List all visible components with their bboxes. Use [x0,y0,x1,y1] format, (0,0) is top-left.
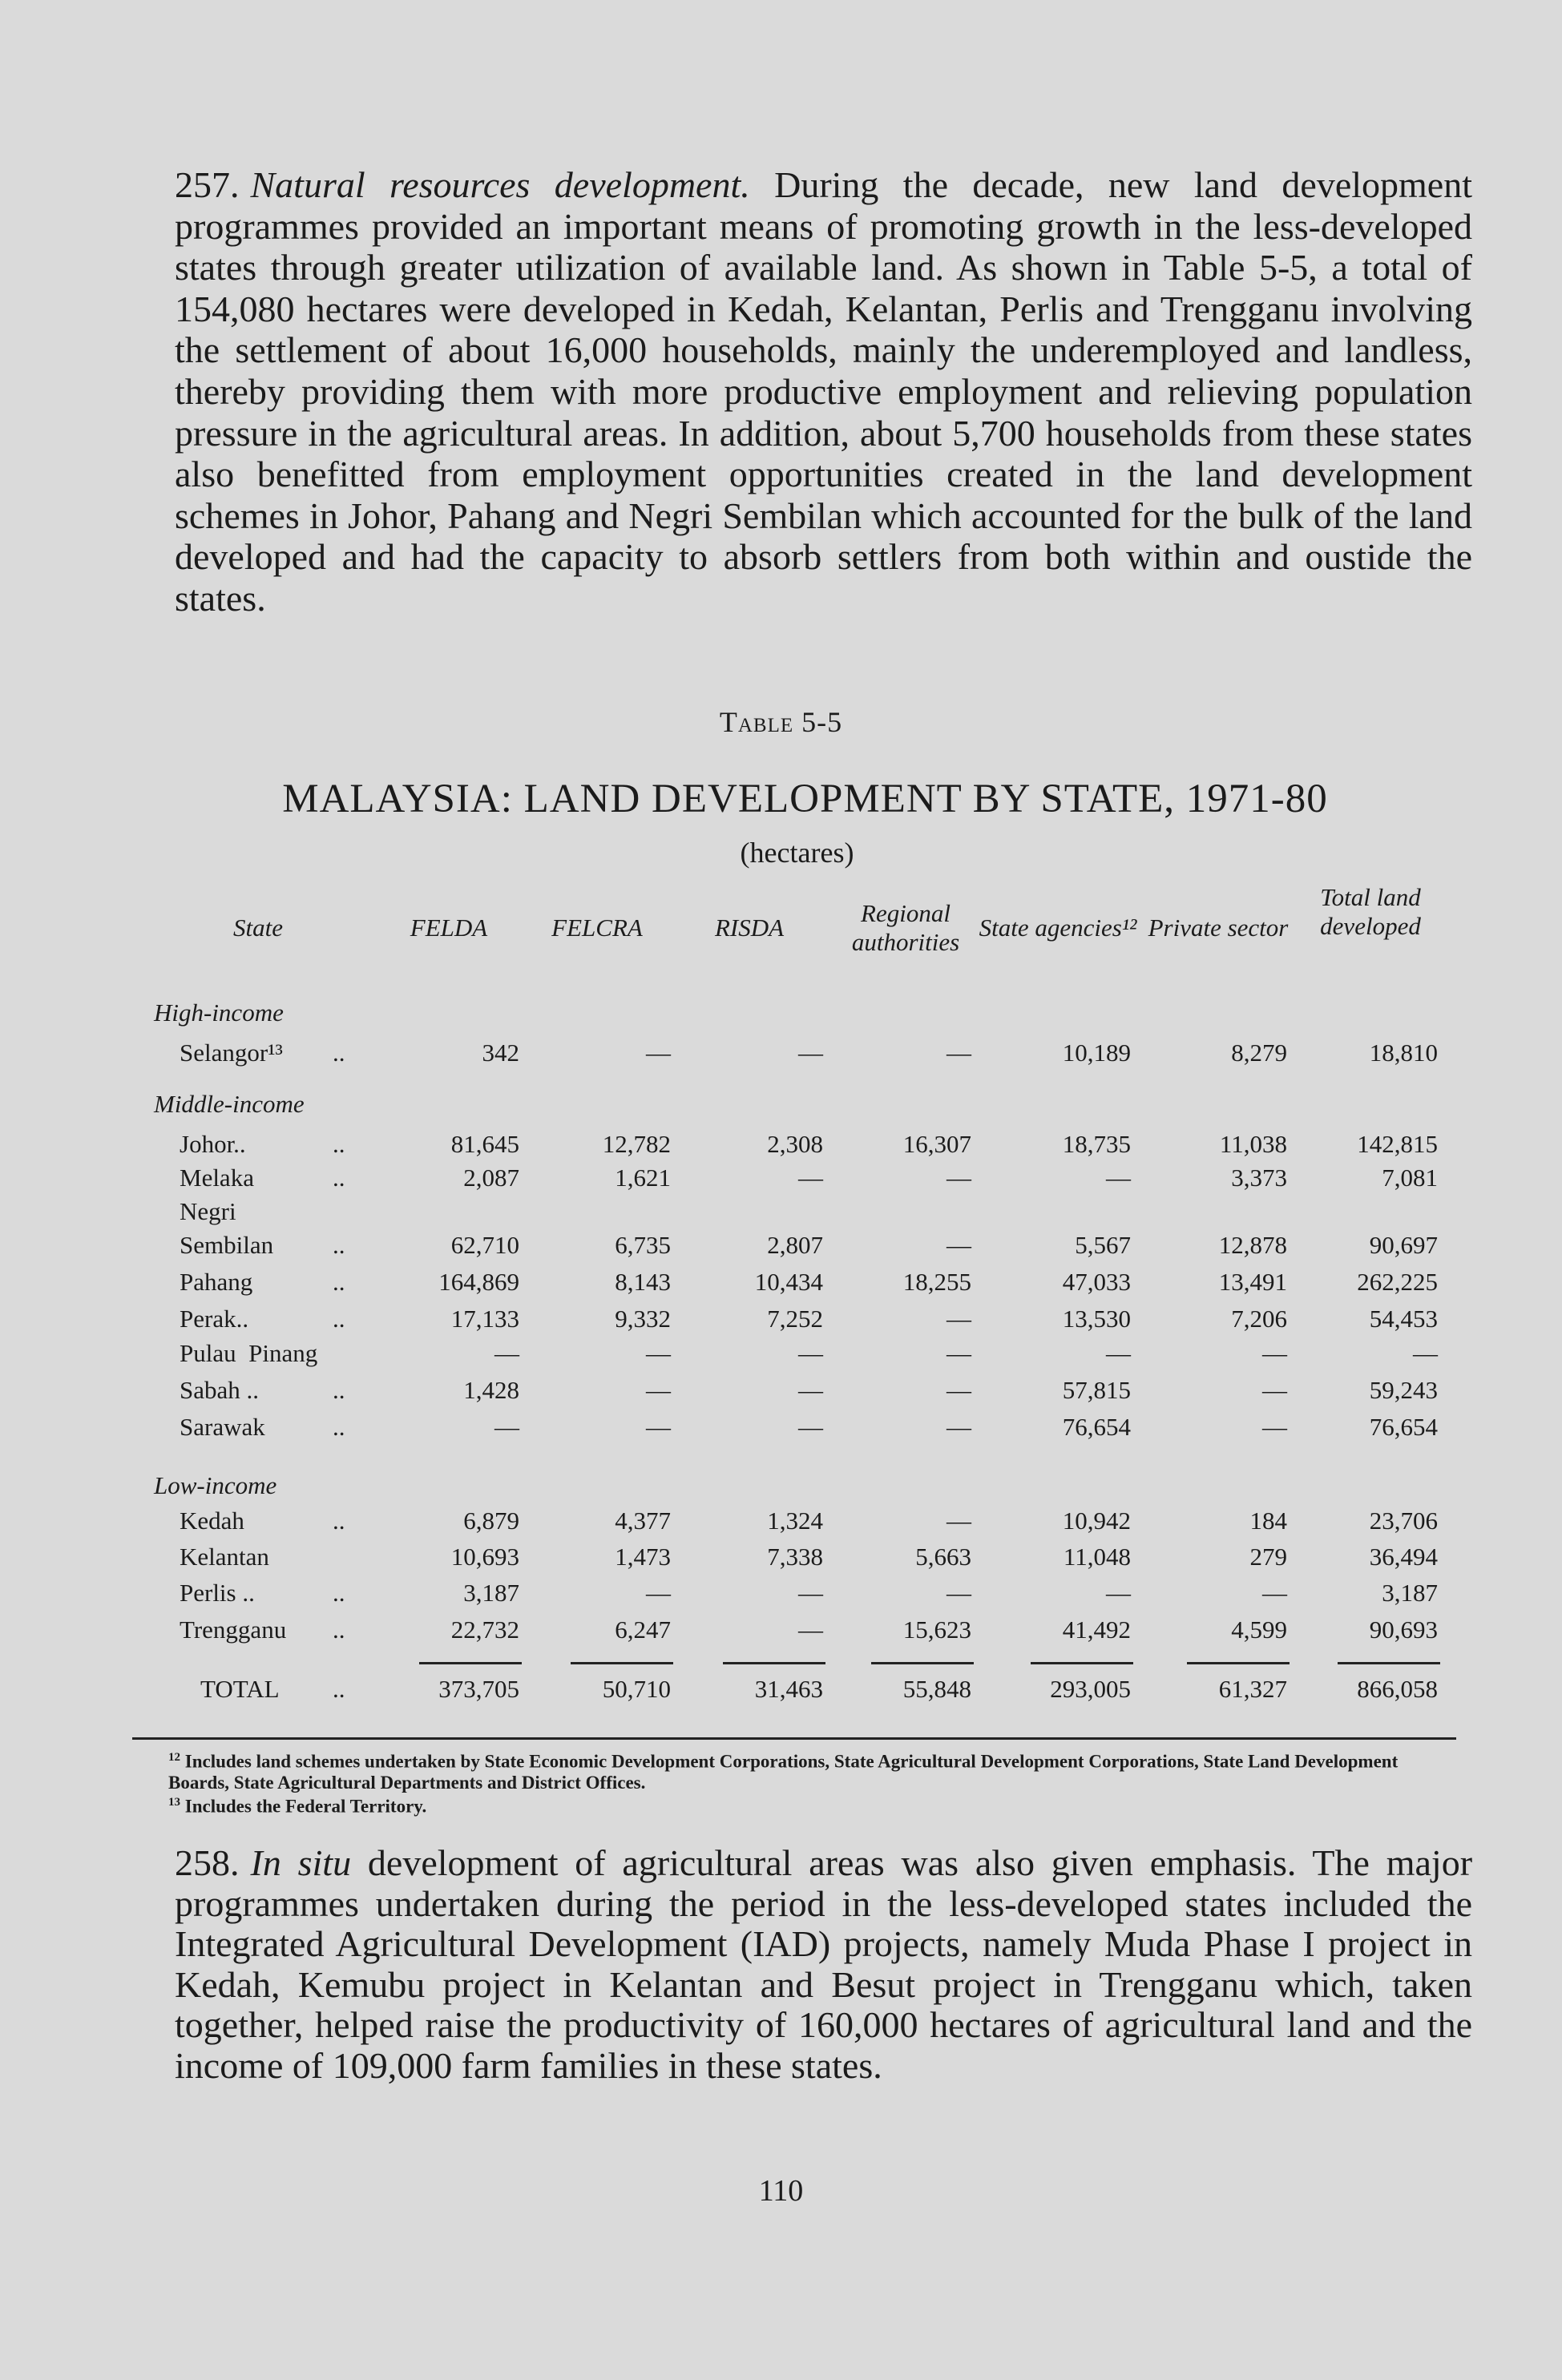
column-header: Regional authorities [851,899,960,956]
cell-value: 54,453 [1369,1305,1438,1333]
cell-value: — [1106,1339,1131,1367]
paragraph-258 [175,1843,1472,2086]
table-row [0,1376,1562,1408]
cell-value: 5,567 [1075,1231,1131,1259]
cell-value: 50,710 [602,1675,671,1703]
cell-value: 22,732 [450,1616,519,1644]
footnote-text: Includes the Federal Territory. [184,1796,427,1817]
cell-value: — [1413,1339,1438,1367]
cell-value: 6,879 [463,1507,519,1535]
cell-value: — [1262,1413,1287,1441]
column-header: State [233,914,283,942]
cell-value: — [646,1339,671,1367]
table-row [0,1616,1562,1648]
paragraph-257 [175,164,1472,619]
total-underline [571,1662,673,1664]
cell-value: 31,463 [754,1675,823,1703]
table-label [0,705,1562,739]
column-header: RISDA [714,914,785,942]
column-header: Total land developed [1320,883,1421,940]
cell-value: 342 [482,1039,519,1067]
cell-value: — [946,1579,971,1607]
paragraph-heading: In situ [250,1842,352,1883]
leader-dots: .. [333,1268,345,1296]
cell-value: 1,473 [615,1543,671,1571]
cell-value: 7,252 [767,1305,823,1333]
cell-value: 55,848 [902,1675,971,1703]
cell-value: 3,187 [1382,1579,1438,1607]
state-name: Pulau Pinang [180,1339,318,1367]
state-name: Perak.. [180,1305,249,1333]
cell-value: 6,247 [615,1616,671,1644]
cell-value: 18,810 [1369,1039,1438,1067]
cell-value: 11,038 [1219,1130,1287,1158]
leader-dots: .. [333,1231,345,1259]
state-name: Perlis .. [180,1579,255,1607]
cell-value: 61,327 [1218,1675,1287,1703]
cell-value: — [1106,1164,1131,1192]
cell-value: 18,255 [902,1268,971,1296]
footnote-mark: 13 [168,1796,180,1809]
cell-value: 4,377 [615,1507,671,1535]
paragraph-number: 258. [175,1842,240,1883]
page-number: 110 [758,2174,804,2208]
group-label: Low-income [154,1471,277,1499]
paragraph-text: development of agricultural areas was also given emphasis. The major programmes undertaken during the period in the less-developed states included the Integrated Agricultural Development (IAD) projects, namely Muda Phase I project in Kedah, Kemubu project in Kelantan and Besut project in Trengganu which, taken together, helped raise the productivity of 160,000 hectares of agricultural land and the income of 109,000 farm families in these states. [175,1842,1473,2086]
cell-value: 164,869 [438,1268,519,1296]
cell-value: 90,693 [1369,1616,1438,1644]
table-row [0,1039,1562,1071]
leader-dots: .. [333,1579,345,1607]
cell-value: — [646,1413,671,1441]
group-label: High-income [154,998,284,1027]
state-name: Trengganu [180,1616,287,1644]
cell-value: 3,373 [1231,1164,1287,1192]
cell-value: 17,133 [450,1305,519,1333]
table-row [0,1339,1562,1371]
cell-value: — [946,1305,971,1333]
cell-value: — [1106,1579,1131,1607]
cell-value: 5,663 [915,1543,971,1571]
state-name: Sabah .. [180,1376,260,1404]
leader-dots: .. [333,1164,345,1192]
cell-value: 1,621 [615,1164,671,1192]
cell-value: 36,494 [1369,1543,1438,1571]
cell-value: 373,705 [438,1675,519,1703]
leader-dots: .. [333,1039,345,1067]
state-name: Melaka [180,1164,254,1192]
cell-value: 1,324 [767,1507,823,1535]
total-underline [1031,1662,1133,1664]
cell-value: — [946,1339,971,1367]
cell-value: 12,782 [602,1130,671,1158]
state-name: Kelantan [180,1543,269,1571]
leader-dots: .. [333,1616,345,1644]
column-header: Private sector [1148,914,1289,942]
total-row [0,1675,1562,1707]
state-name: Sembilan [180,1231,274,1259]
paragraph-text: During the decade, new land development programmes provided an important means of promoting growth in the less-developed states through greater utilization of available land. As shown in Table 5-5, a total of 154,080 hectares were developed in Kedah, Kelantan, Perlis and Trengganu involving the settlement of about 16,000 households, mainly the underemployed and landless, thereby providing them with more productive employment and relieving population pressure in the agricultural areas. In addition, about 5,700 households from these states also benefitted from employment opportunities created in the land development schemes in Johor, Pahang and Negri Sembilan which accounted for the bulk of the land developed and had the capacity to absorb settlers from both within and oustide the states. [175,164,1472,619]
cell-value: 13,491 [1218,1268,1287,1296]
cell-value: — [946,1231,971,1259]
cell-value: 62,710 [450,1231,519,1259]
leader-dots: .. [333,1507,345,1535]
cell-value: 8,279 [1231,1039,1287,1067]
cell-value: 6,735 [615,1231,671,1259]
state-name: Kedah [180,1507,244,1535]
footnote-text: Includes land schemes undertaken by State Economic Development Corporations, State Agricultural Development Corporations, State Land Development Boards, State Agricultural Departments and District Offices. [168,1751,1399,1793]
total-underline [419,1662,522,1664]
state-name: Sarawak [180,1413,265,1441]
cell-value: — [646,1579,671,1607]
cell-value: — [946,1164,971,1192]
footnote-12 [168,1747,1459,1793]
cell-value: — [798,1339,823,1367]
cell-value: 7,081 [1382,1164,1438,1192]
cell-value: 8,143 [615,1268,671,1296]
cell-value: — [494,1413,519,1441]
cell-value: 3,187 [463,1579,519,1607]
cell-value: 47,033 [1062,1268,1131,1296]
group-label: Middle-income [154,1090,305,1118]
cell-value: — [946,1376,971,1404]
cell-value: — [946,1039,971,1067]
cell-value: 90,697 [1369,1231,1438,1259]
state-name: Negri [180,1197,236,1225]
cell-value: — [494,1339,519,1367]
cell-value: 76,654 [1369,1413,1438,1441]
cell-value: — [646,1039,671,1067]
table-unit: (hectares) [740,837,854,869]
cell-value: 4,599 [1231,1616,1287,1644]
table-row [0,1268,1562,1300]
cell-value: 12,878 [1218,1231,1287,1259]
cell-value: 184 [1249,1507,1287,1535]
cell-value: — [1262,1376,1287,1404]
state-name: Johor.. [180,1130,246,1158]
cell-value: 10,189 [1062,1039,1131,1067]
cell-value: 13,530 [1062,1305,1131,1333]
cell-value: 279 [1249,1543,1287,1571]
cell-value: — [798,1376,823,1404]
cell-value: 81,645 [450,1130,519,1158]
table-row [0,1543,1562,1575]
leader-dots: .. [333,1675,345,1703]
state-name: Selangor¹³ [180,1039,283,1067]
cell-value: 293,005 [1050,1675,1131,1703]
cell-value: 142,815 [1357,1130,1438,1158]
total-underline [1338,1662,1440,1664]
table-row [0,1507,1562,1539]
cell-value: — [646,1376,671,1404]
table-row [0,1579,1562,1611]
footnote-mark: 12 [168,1751,180,1764]
table-label-number: 5-5 [801,706,843,738]
cell-value: 15,623 [902,1616,971,1644]
cell-value: 41,492 [1062,1616,1131,1644]
column-header: FELCRA [551,914,643,942]
cell-value: — [798,1579,823,1607]
leader-dots: .. [333,1376,345,1404]
table-row [0,1305,1562,1337]
cell-value: — [798,1039,823,1067]
paragraph-number: 257. [175,164,240,205]
total-underline [871,1662,974,1664]
table-title: MALAYSIA: LAND DEVELOPMENT BY STATE, 1971-80 [282,777,1328,821]
cell-value: — [798,1413,823,1441]
cell-value: — [798,1164,823,1192]
cell-value: 2,807 [767,1231,823,1259]
cell-value: 57,815 [1062,1376,1131,1404]
cell-value: 10,434 [754,1268,823,1296]
footnote-13 [168,1792,1459,1817]
footnote-divider [132,1737,1456,1740]
cell-value: 866,058 [1357,1675,1438,1703]
table-row [0,1231,1562,1263]
cell-value: 23,706 [1369,1507,1438,1535]
total-underline [723,1662,825,1664]
column-header: FELDA [410,914,488,942]
leader-dots: .. [333,1130,345,1158]
table-row [0,1197,1562,1229]
cell-value: 18,735 [1062,1130,1131,1158]
cell-value: 262,225 [1357,1268,1438,1296]
table-row [0,1130,1562,1162]
cell-value: 9,332 [615,1305,671,1333]
cell-value: 59,243 [1369,1376,1438,1404]
cell-value: 2,308 [767,1130,823,1158]
cell-value: 16,307 [902,1130,971,1158]
cell-value: 7,206 [1231,1305,1287,1333]
cell-value: 1,428 [463,1376,519,1404]
paragraph-heading: Natural resources development. [250,164,750,205]
cell-value: — [946,1413,971,1441]
total-underline [1187,1662,1290,1664]
cell-value: 10,693 [450,1543,519,1571]
table-label-word: Table [719,706,794,738]
cell-value: — [1262,1579,1287,1607]
table-row [0,1164,1562,1196]
cell-value: 2,087 [463,1164,519,1192]
cell-value: — [798,1616,823,1644]
state-name: Pahang [180,1268,253,1296]
leader-dots: .. [333,1413,345,1441]
cell-value: — [946,1507,971,1535]
cell-value: 76,654 [1062,1413,1131,1441]
cell-value: 10,942 [1062,1507,1131,1535]
column-header: State agencies¹² [979,914,1137,942]
cell-value: 7,338 [767,1543,823,1571]
cell-value: 11,048 [1063,1543,1131,1571]
state-name: TOTAL [200,1675,280,1703]
table-row [0,1413,1562,1445]
cell-value: — [1262,1339,1287,1367]
leader-dots: .. [333,1305,345,1333]
